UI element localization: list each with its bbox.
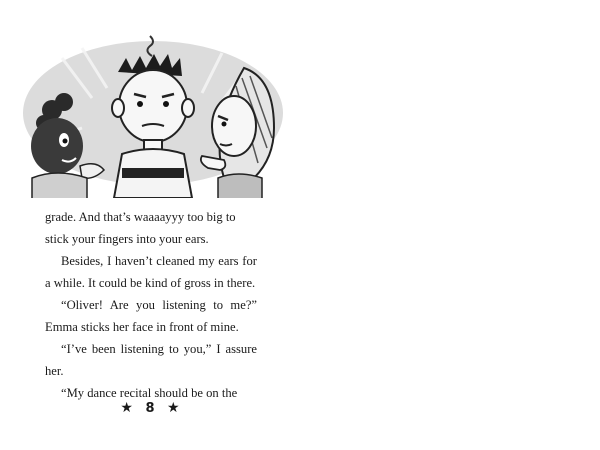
left-page-text [45, 206, 257, 404]
star-icon: ★ [120, 400, 137, 416]
paragraph: “My dance recital should be on the [61, 386, 238, 400]
paragraph: “Oliver! Are you listening to me?” Emma sticks her face in front of mine. [45, 298, 257, 334]
paragraph: “I’ve been listening to you,” I assure her. [45, 342, 257, 378]
page-number: 8 [145, 401, 159, 416]
text-line: stick your fingers into your ears. [45, 232, 209, 246]
right-page [300, 0, 600, 450]
text-line: grade. And that’s waaaayyy too big to [45, 210, 236, 224]
star-icon: ★ [167, 400, 184, 416]
page-number-left [112, 400, 192, 416]
illustration-three-kids [22, 28, 284, 198]
paragraph: Besides, I haven’t cleaned my ears for a while. It could be kind of gross in there. [45, 254, 257, 290]
chapter-illustration [22, 28, 284, 198]
